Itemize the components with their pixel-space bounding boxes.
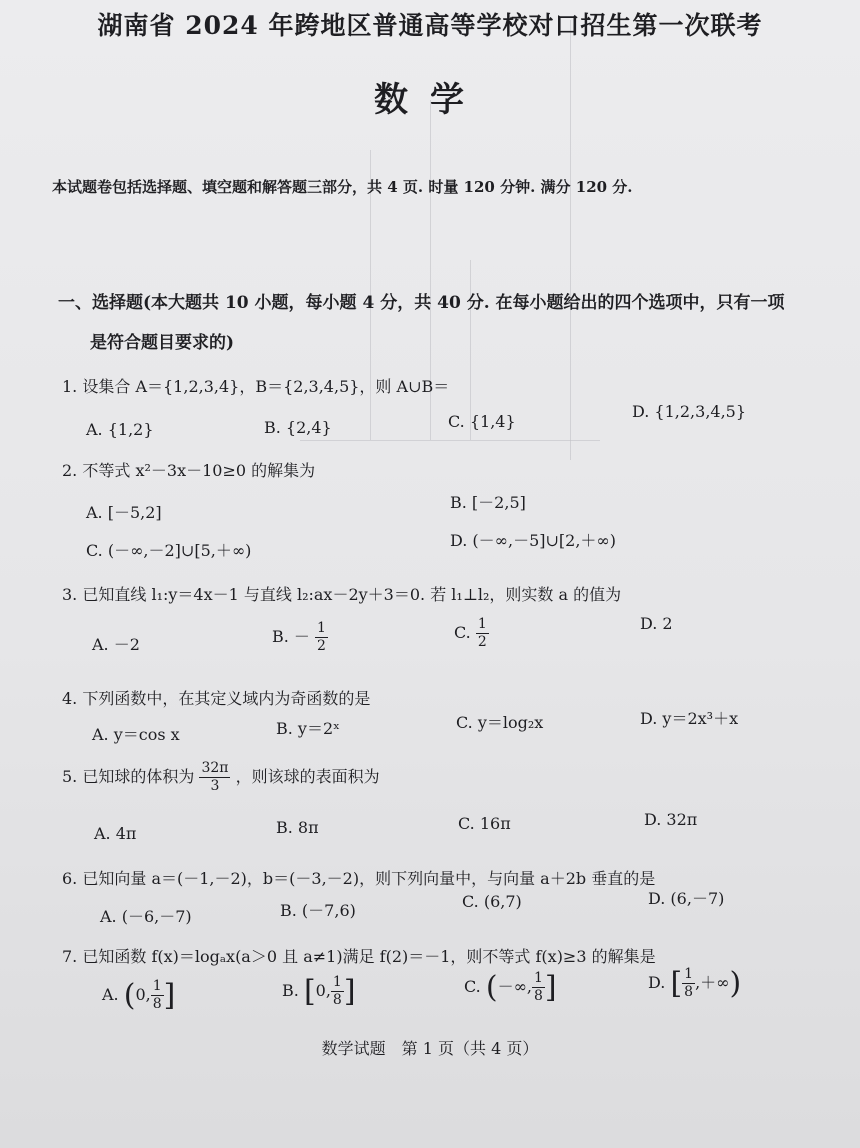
q6-option-a: A. (－6,－7) [100, 907, 192, 926]
fraction [199, 760, 230, 795]
q6-option-d: D. (6,－7) [648, 889, 725, 908]
numerator: 1 [534, 970, 543, 986]
q3-option-b [272, 620, 328, 655]
section-heading-line1: 一、选择题(本大题共 10 小题，每小题 4 分，共 40 分. 在每小题给出的四个选项中，只有一项 [58, 293, 785, 313]
interval-right: ,＋∞ [695, 973, 730, 992]
question-number: 1. [62, 377, 78, 396]
fraction [532, 970, 545, 1005]
question-6 [62, 866, 655, 889]
denominator: 2 [317, 638, 326, 654]
denominator: 8 [684, 984, 694, 1000]
q6-option-b: B. (－7,6) [280, 901, 356, 920]
fraction [476, 616, 489, 651]
denominator: 8 [152, 996, 162, 1012]
q2-option-a: A. [－5,2] [86, 503, 162, 522]
page-footer: 数学试题 第 1 页（共 4 页） [321, 1039, 539, 1058]
option-label: D. [648, 973, 666, 992]
subject-heading: 数学 [374, 80, 486, 120]
interval-close: ] [343, 974, 356, 1009]
denominator: 3 [210, 778, 220, 794]
q3-option-c [454, 616, 489, 651]
exam-title: 湖南省 2024 年跨地区普通高等学校对口招生第一次联考 [97, 11, 763, 40]
q4-option-d: D. y＝2x³＋x [640, 709, 739, 728]
interval-left: －∞, [497, 977, 532, 996]
q1-option-c: C. {1,4} [448, 412, 516, 431]
q1-option-a: A. {1,2} [86, 420, 154, 439]
q2-option-b: B. [－2,5] [450, 493, 526, 512]
question-stem-a: 已知球的体积为 [82, 767, 195, 786]
denominator: 8 [534, 988, 543, 1004]
q5-option-c: C. 16π [458, 814, 511, 833]
interval-open: [ [670, 966, 683, 1001]
question-number: 7. [62, 947, 78, 966]
bleed-through-baseline [300, 440, 600, 441]
q5-option-d: D. 32π [644, 810, 698, 829]
denominator: 8 [332, 992, 342, 1008]
question-number: 3. [62, 585, 78, 604]
numerator: 1 [317, 620, 326, 636]
option-label: C. [464, 977, 481, 996]
interval-close: ] [163, 978, 176, 1013]
question-4 [62, 686, 370, 709]
q1-option-d: D. {1,2,3,4,5} [632, 402, 747, 421]
question-stem-b: ，则该球的表面积为 [235, 767, 380, 786]
q4-option-b: B. y＝2ˣ [276, 719, 340, 738]
question-number: 4. [62, 689, 78, 708]
q3-option-a: A. －2 [92, 635, 140, 654]
q7-option-b [282, 974, 356, 1009]
question-stem: 已知直线 l₁:y＝4x－1 与直线 l₂:ax－2y＋3＝0. 若 l₁⊥l₂，则实数 a 的值为 [82, 585, 622, 604]
question-7 [62, 944, 656, 967]
q7-option-c [464, 970, 557, 1005]
denominator: 2 [477, 634, 487, 650]
fraction [315, 620, 328, 655]
q4-option-a: A. y＝cos x [92, 725, 180, 744]
option-label: A. [102, 985, 119, 1004]
numerator: 1 [477, 616, 487, 632]
q4-option-c: C. y＝log₂x [456, 713, 544, 732]
question-5 [62, 760, 380, 795]
interval-left: 0, [135, 985, 151, 1004]
section-heading [58, 283, 818, 363]
numerator: 1 [152, 978, 162, 994]
interval-open: ( [123, 978, 136, 1013]
question-1 [62, 374, 449, 397]
numerator: 1 [684, 966, 694, 982]
question-stem: 已知向量 a＝(－1,－2)，b＝(－3,－2)，则下列向量中，与向量 a＋2b 垂直的是 [82, 869, 656, 888]
question-number: 5. [62, 767, 78, 786]
q7-option-d [648, 966, 741, 1001]
interval-open: [ [303, 974, 316, 1009]
option-label: C. [454, 623, 471, 642]
exam-intro: 本试题卷包括选择题、填空题和解答题三部分，共 4 页. 时量 120 分钟. 满分 120 分. [52, 178, 633, 196]
question-2 [62, 458, 315, 481]
interval-close: ) [729, 966, 742, 1001]
q2-option-d: D. (－∞,－5]∪[2,＋∞) [450, 531, 616, 550]
question-3 [62, 582, 621, 605]
q6-option-c: C. (6,7) [462, 892, 522, 911]
question-stem: 设集合 A＝{1,2,3,4}，B＝{2,3,4,5}，则 A∪B＝ [82, 377, 450, 396]
q1-option-b: B. {2,4} [264, 418, 332, 437]
q5-option-b: B. 8π [276, 818, 319, 837]
q7-option-a [102, 978, 175, 1013]
interval-open: ( [485, 970, 498, 1005]
q2-option-c: C. (－∞,－2]∪[5,＋∞) [86, 541, 252, 560]
interval-left: 0, [315, 981, 331, 1000]
fraction [151, 978, 164, 1013]
question-stem: 已知函数 f(x)＝logₐx(a＞0 且 a≠1)满足 f(2)＝－1，则不等式 f(x)≥3 的解集是 [82, 947, 656, 966]
question-number: 6. [62, 869, 78, 888]
question-stem: 下列函数中，在其定义域内为奇函数的是 [82, 689, 371, 708]
q3-option-d: D. 2 [640, 614, 673, 633]
q5-option-a: A. 4π [94, 824, 137, 843]
option-label: B. － [272, 627, 310, 646]
option-label: B. [282, 981, 299, 1000]
fraction [682, 966, 695, 1001]
interval-close: ] [544, 970, 557, 1005]
question-stem: 不等式 x²－3x－10≥0 的解集为 [82, 461, 316, 480]
question-number: 2. [62, 461, 78, 480]
numerator: 32π [201, 760, 229, 776]
fraction [331, 974, 344, 1009]
numerator: 1 [332, 974, 342, 990]
section-heading-line2: 是符合题目要求的) [90, 333, 235, 353]
